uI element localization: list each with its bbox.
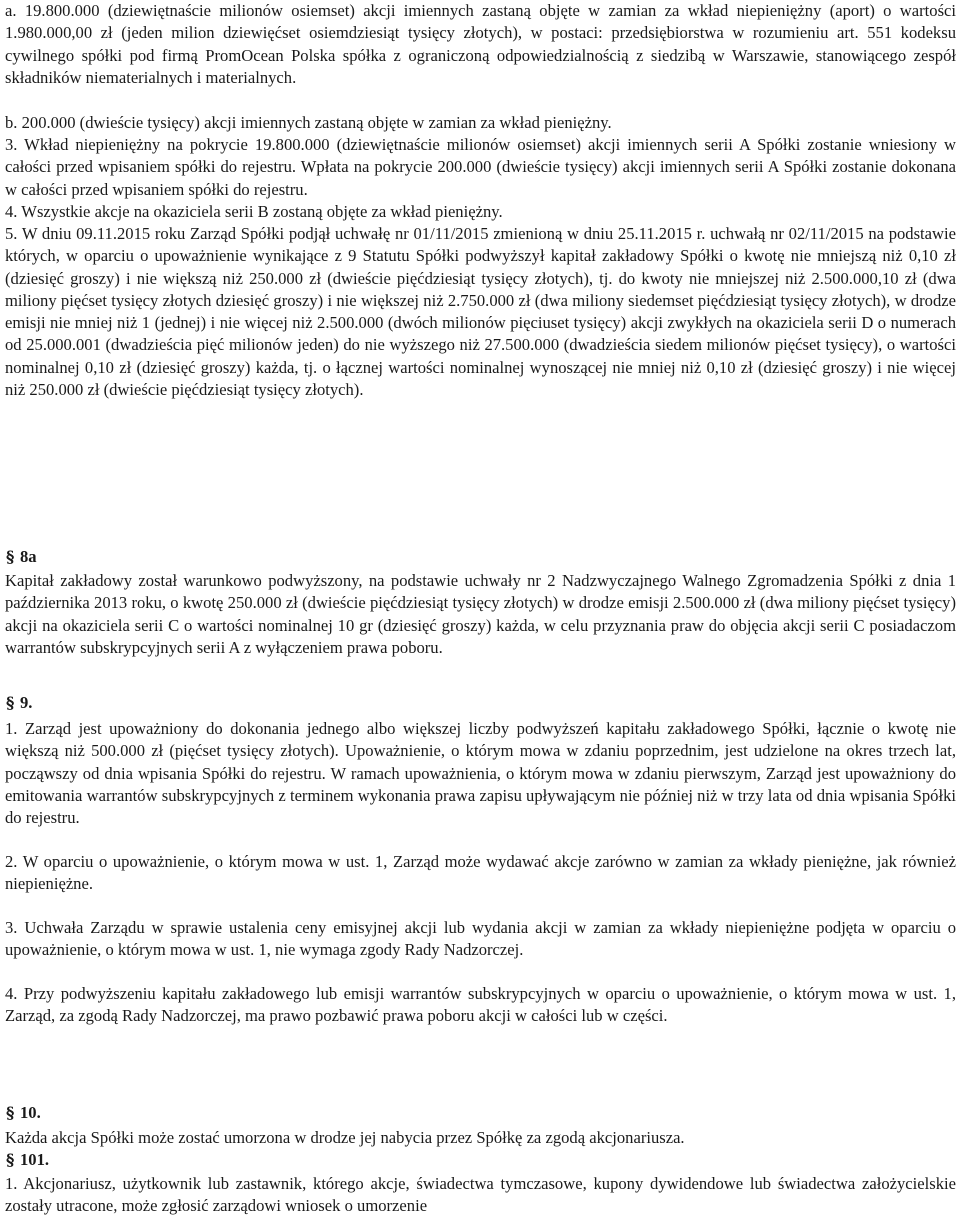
paragraph-section-8a: Kapitał zakładowy został warunkowo podwyższony, na podstawie uchwały nr 2 Nadzwyczajnego Walnego Zgromadzenia Spółki z dnia 1 października 2013 roku, o kwotę 250.000 zł (dwieście pięćdziesiąt tysięcy złotych) w drodze emisji 2.500.000 zł (dwa miliony pięćset tysięcy) akcji na okaziciela serii C o wartości nominalnej 10 gr (dziesięć groszy) każda, w celu przyznania praw do objęcia akcji serii C posiadaczom warrantów subskrypcyjnych serii A z wyłączeniem prawa poboru. — [5, 571, 956, 657]
paragraph-section-9-point-4: 4. Przy podwyższeniu kapitału zakładowego lub emisji warrantów subskrypcyjnych w oparciu o upoważnienie, o którym mowa w ust. 1, Zarząd, za zgodą Rady Nadzorczej, ma prawo pozbawić prawa poboru akcji w całości lub w części. — [5, 984, 956, 1026]
paragraph-section-9-point-1: 1. Zarząd jest upoważniony do dokonania jednego albo większej liczby podwyższeń kapitału zakładowego Spółki, łącznie o kwotę nie większą niż 500.000 zł (pięćset tysięcy złotych). Upoważnienie, o którym mowa w zdaniu poprzednim, jest udzielone na okres trzech lat, począwszy od dnia wpisania Spółki do rejestru. W ramach upoważnienia, o którym mowa w zdaniu pierwszym, Zarząd jest upoważniony do emitowania warrantów subskrypcyjnych z terminem wykonania prawa zapisu upływającym nie później niż w trzy lata od dnia wpisania Spółki do rejestru. — [5, 719, 956, 828]
paragraph-section-10: Każda akcja Spółki może zostać umorzona w drodze jej nabycia przez Spółkę za zgodą akcjonariusza. — [5, 1128, 685, 1147]
svg-text:§: § — [6, 547, 15, 566]
section-sign-icon — [5, 692, 17, 712]
paragraph-section-9-point-3: 3. Uchwała Zarządu w sprawie ustalenia ceny emisyjnej akcji lub wydania akcji w zamian za wkłady niepieniężne podjęta w oparciu o upoważnienie, o którym mowa w ust. 1, nie wymaga zgody Rady Nadzorczej. — [5, 918, 956, 960]
section-sign-icon — [5, 1102, 17, 1122]
svg-text:§: § — [6, 1150, 15, 1169]
section-heading-10: 10. — [20, 1103, 41, 1122]
svg-text:§: § — [6, 693, 15, 712]
paragraph-point-3: 3. Wkład niepieniężny na pokrycie 19.800.000 (dziewiętnaście milionów osiemset) akcji imiennych serii A Spółki zostanie wniesiony w całości przed wpisaniem spółki do rejestru. Wpłata na pokrycie 200.000 (dwieście tysięcy) akcji imiennych serii A Spółki zostanie dokonana w całości przed wpisaniem spółki do rejestru. — [5, 135, 956, 199]
paragraph-section-9-point-2: 2. W oparciu o upoważnienie, o którym mowa w ust. 1, Zarząd może wydawać akcje zarówno w zamian za wkłady pieniężne, jak również niepieniężne. — [5, 852, 956, 894]
paragraph-share-allocation-b: b. 200.000 (dwieście tysięcy) akcji imiennych zastaną objęte w zamian za wkład pieniężny. — [5, 113, 612, 132]
paragraph-point-4: 4. Wszystkie akcje na okaziciela serii B zostaną objęte za wkład pieniężny. — [5, 202, 503, 221]
section-heading-9: 9. — [20, 693, 33, 712]
paragraph-point-5: 5. W dniu 09.11.2015 roku Zarząd Spółki podjął uchwałę nr 01/11/2015 zmienioną w dniu 25.11.2015 r. uchwałą nr 02/11/2015 na podstawie których, w oparciu o upoważnienie wynikające z 9 Statutu Spółki podwyższył kapitał zakładowy Spółki o kwotę nie mniejszą niż 0,10 zł (dziesięć groszy) i nie większą niż 250.000 zł (dwieście pięćdziesiąt tysięcy złotych), tj. do kwoty nie mniejszej niż 2.500.000,10 zł (dwa miliony pięćset tysięcy złotych dziesięć groszy) i nie większej niż 2.750.000 zł (dwa miliony siedemset pięćdziesiąt tysięcy złotych), w drodze emisji nie mniej niż 1 (jednej) i nie więcej niż 2.500.000 (dwóch milionów pięciuset tysięcy) akcji zwykłych na okaziciela serii D o numerach od 25.000.001 (dwadzieścia pięć milionów jeden) do nie wyższego niż 27.500.000 (dwadzieścia siedem milionów pięćset tysięcy), o wartości nominalnej 0,10 zł (dziesięć groszy) każda, tj. o łącznej wartości nominalnej wynoszącej nie mniej niż 0,10 zł (dziesięć groszy) i nie więcej niż 250.000 zł (dwieście pięćdziesiąt tysięcy złotych). — [5, 224, 956, 400]
svg-text:§: § — [6, 1103, 15, 1122]
section-sign-icon — [5, 546, 17, 566]
paragraph-share-allocation-a: a. 19.800.000 (dziewiętnaście milionów osiemset) akcji imiennych zastaną objęte w zamian za wkład niepieniężny (aport) o wartości 1.980.000,00 zł (jeden milion dziewięćset osiemdziesiąt tysięcy złotych), w postaci: przedsiębiorstwa w rozumieniu art. 551 kodeksu cywilnego spółki pod firmą PromOcean Polska spółka z ograniczoną odpowiedzialnością z siedzibą w Warszawie, stanowiącego zespół składników niematerialnych i materialnych. — [5, 1, 956, 87]
section-heading-10-1: 101. — [20, 1150, 50, 1169]
section-heading-8a: 8a — [20, 547, 37, 566]
section-sign-icon — [5, 1149, 17, 1169]
paragraph-section-10-1-point-1: 1. Akcjonariusz, użytkownik lub zastawnik, którego akcje, świadectwa tymczasowe, kupony dywidendowe lub świadectwa założycielskie zostały utracone, może zgłosić zarządowi wniosek o umorzenie — [5, 1174, 956, 1216]
